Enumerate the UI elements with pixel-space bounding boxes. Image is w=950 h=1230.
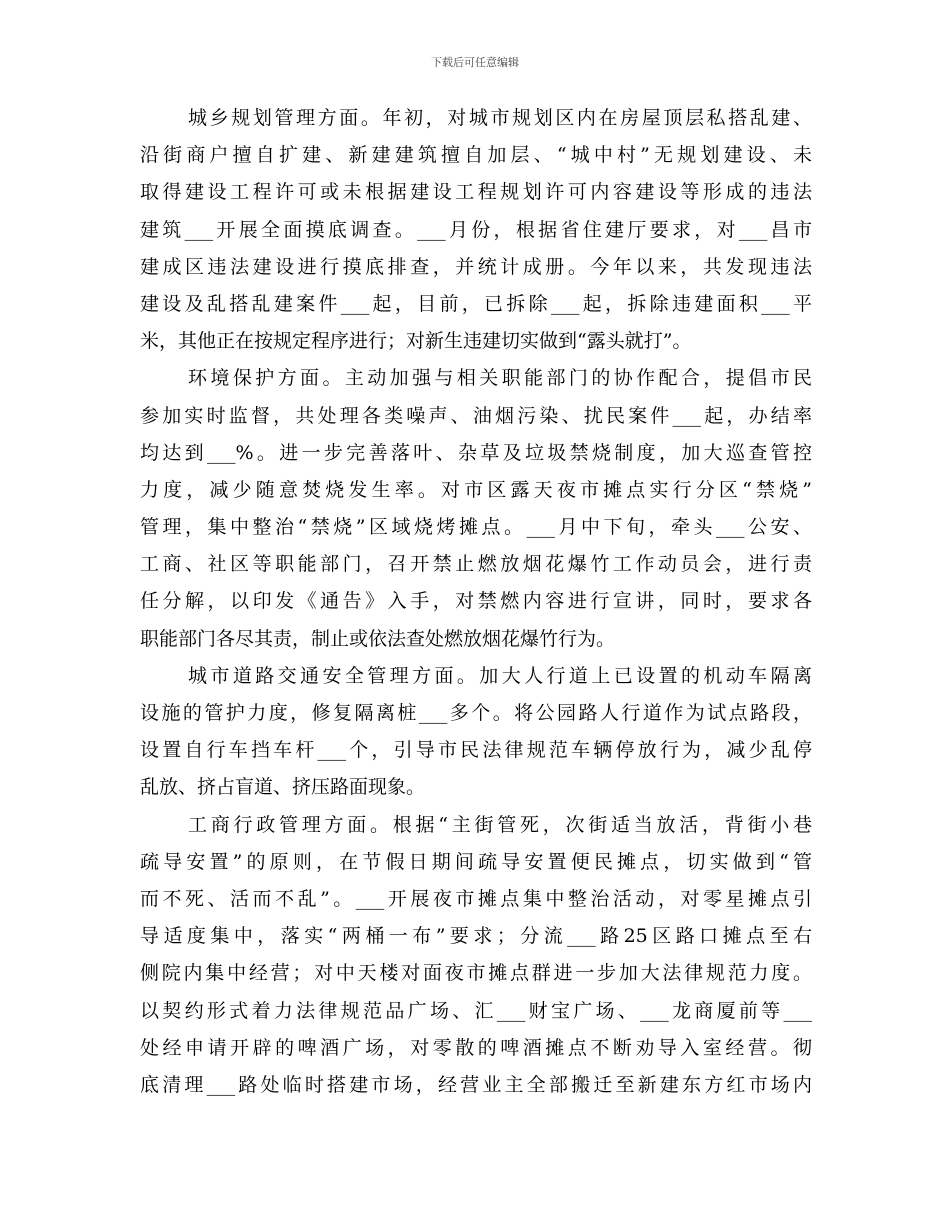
text-line: 沿街商户擅自扩建、新建建筑擅自加层、“城中村”无规划建设、未	[140, 144, 812, 167]
paragraph-urban-planning	[140, 100, 812, 360]
text-line: 取得建设工程许可或未根据建设工程规划许可内容建设等形成的违法	[140, 181, 812, 204]
text-line: 建筑___开展全面摸底调查。___月份，根据省住建厅要求，对___昌市	[140, 218, 812, 241]
text-line: 疏导安置”的原则，在节假日期间疏导安置便民摊点，切实做到“管	[140, 850, 812, 873]
text-line: 以契约形式着力法律规范品广场、汇___财宝广场、___龙商厦前等___	[140, 999, 812, 1022]
text-line: 均达到___%。进一步完善落叶、杂草及垃圾禁烧制度，加大巡查管控	[140, 441, 812, 464]
text-line: 城乡规划管理方面。年初，对城市规划区内在房屋顶层私搭乱建、	[188, 107, 812, 129]
text-line: 导适度集中，落实“两桶一布”要求；分流___路25区路口摊点至右	[140, 925, 812, 948]
text-line: 处经申请开辟的啤酒广场，对零散的啤酒摊点不断劝导入室经营。彻	[140, 1036, 812, 1059]
text-line: 侧院内集中经营；对中天楼对面夜市摊点群进一步加大法律规范力度。	[140, 962, 812, 985]
text-line: 米，其他正在按规定程序进行；对新生违建切实做到“露头就打”。	[140, 330, 692, 353]
text-line: 设置自行车挡车杆___个，引导市民法律规范车辆停放行为，减少乱停	[140, 739, 812, 762]
text-line: 职能部门各尽其责，制止或依法查处燃放烟花爆竹行为。	[140, 627, 616, 650]
text-line: 工商、社区等职能部门，召开禁止燃放烟花爆竹工作动员会，进行责	[140, 553, 812, 576]
page-header: 下载后可任意编辑	[431, 56, 519, 69]
text-line: 参加实时监督，共处理各类噪声、油烟污染、扰民案件___起，办结率	[140, 404, 812, 427]
document-body	[140, 100, 812, 1104]
text-line: 乱放、挤占盲道、挤压路面现象。	[140, 776, 426, 799]
paragraph-business-administration	[140, 807, 812, 1105]
paragraph-road-traffic-safety	[140, 658, 812, 807]
text-line: 环境保护方面。主动加强与相关职能部门的协作配合，提倡市民	[188, 367, 812, 390]
paragraph-environmental-protection	[140, 360, 812, 658]
text-line: 建成区违法建设进行摸底排查，并统计成册。今年以来，共发现违法	[140, 255, 812, 278]
text-line: 任分解，以印发《通告》入手，对禁燃内容进行宣讲，同时，要求各	[140, 590, 812, 613]
text-line: 而不死、活而不乱”。___开展夜市摊点集中整治活动，对零星摊点引	[140, 887, 812, 910]
text-line: 建设及乱搭乱建案件___起，目前，已拆除___起，拆除违建面积___平	[140, 292, 812, 315]
text-line: 工商行政管理方面。根据“主街管死，次街适当放活，背街小巷	[188, 813, 812, 836]
text-line: 设施的管护力度，修复隔离桩___多个。将公园路人行道作为试点路段，	[140, 702, 812, 724]
text-line: 管理，集中整治“禁烧”区域烧烤摊点。___月中下旬，牵头___公安、	[140, 516, 812, 539]
text-line: 底清理___路处临时搭建市场，经营业主全部搬迁至新建东方红市场内	[140, 1073, 812, 1096]
text-line: 力度，减少随意焚烧发生率。对市区露天夜市摊点实行分区“禁烧”	[140, 478, 812, 501]
text-line: 城市道路交通安全管理方面。加大人行道上已设置的机动车隔离	[188, 664, 812, 687]
